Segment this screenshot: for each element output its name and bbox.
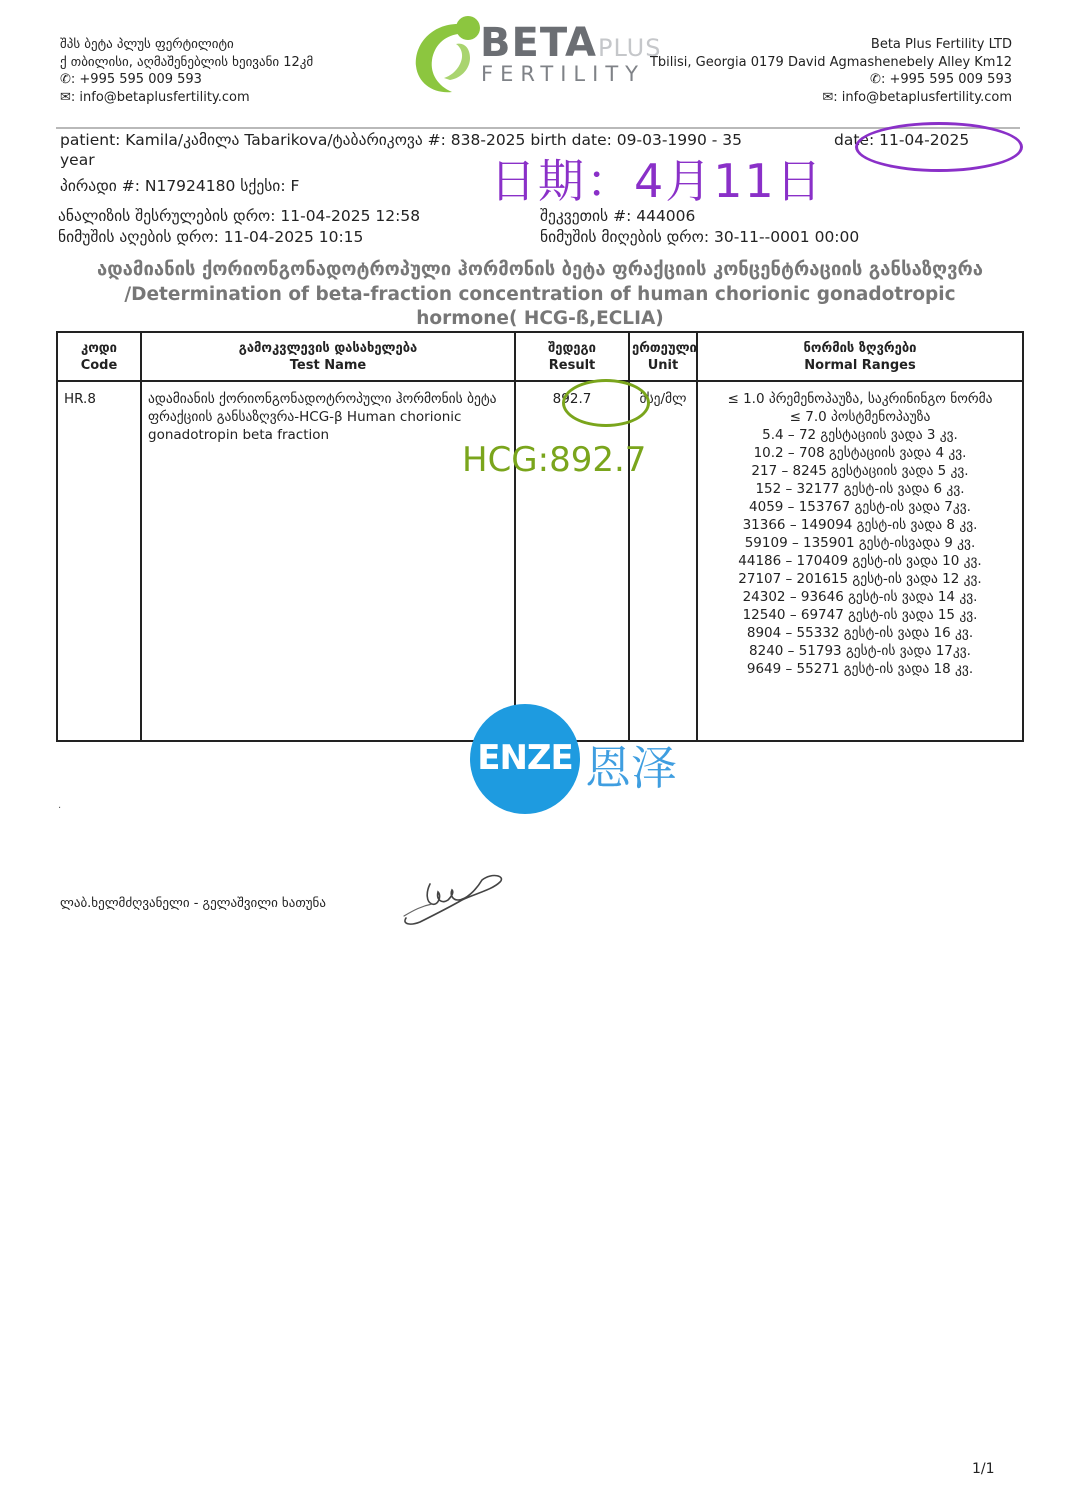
- logo-text-beta: BETA: [480, 20, 597, 66]
- norm-range-line: 44186 – 170409 გესტ-ის ვადა 10 კვ.: [738, 553, 982, 569]
- clinic-info-ka: [60, 36, 313, 106]
- test-title-en-1: /Determination of beta-fraction concentration of human chorionic gonadotropic: [124, 284, 956, 305]
- clinic-email-ka: ✉: info@betaplusfertility.com: [60, 89, 250, 105]
- table-header-row: [57, 332, 1023, 381]
- norm-range-line: 24302 – 93646 გესტ-ის ვადა 14 კვ.: [742, 589, 978, 605]
- patient-line: patient: Kamila/კამილა Tabarikova/ტაბარიკოვა #: 838-2025 birth date: 09-03-1990 - 35: [60, 131, 743, 149]
- col-header-code: კოდი Code: [57, 332, 141, 381]
- col-header-normal-ranges: ნორმის ზღვრები Normal Ranges: [697, 332, 1023, 381]
- table-row: [57, 381, 1023, 741]
- stray-dot: .: [58, 800, 62, 811]
- sample-received-time: ნიმუშის მიღების დრო: 30-11--0001 00:00: [540, 228, 860, 246]
- norm-range-line: 8240 – 51793 გესტ-ის ვადა 17კვ.: [749, 643, 971, 659]
- date-annotation-cn: 日期：4月11日: [490, 154, 824, 208]
- header-divider: [56, 127, 1020, 129]
- sample-taken-time: ნიმუშის აღების დრო: 11-04-2025 10:15: [58, 228, 364, 246]
- logo-text-plus: PLUS: [598, 34, 662, 62]
- clinic-phone-ka: ✆: +995 595 009 593: [60, 72, 202, 87]
- cell-code: HR.8: [57, 381, 141, 741]
- report-date: date: 11-04-2025: [834, 131, 970, 149]
- patient-age-unit: year: [60, 151, 95, 169]
- clinic-email-en: ✉: info@betaplusfertility.com: [822, 89, 1012, 105]
- col-header-result: შედეგი Result: [515, 332, 629, 381]
- cell-unit: მსე/მლ: [629, 381, 697, 741]
- cell-result: 892.7: [515, 381, 629, 741]
- norm-range-line: 8904 – 55332 გესტ-ის ვადა 16 კვ.: [746, 625, 974, 641]
- page-number: 1/1: [972, 1461, 995, 1477]
- patient-id-sex: პირადი #: N17924180 სქესი: F: [60, 177, 300, 195]
- watermark-text: ENZE: [477, 738, 573, 778]
- signature-icon: [396, 866, 516, 936]
- col-header-test-name: გამოკვლევის დასახელება Test Name: [141, 332, 515, 381]
- norm-range-line: 31366 – 149094 გესტ-ის ვადა 8 კვ.: [742, 517, 978, 533]
- test-title-ka: ადამიანის ქორიონგონადოტროპული ჰორმონის ბეტა ფრაქციის კონცენტრაციის განსაზღვრა: [97, 259, 983, 280]
- norm-range-line: 152 – 32177 გესტ-ის ვადა 6 კვ.: [755, 481, 965, 497]
- cell-test-name: ადამიანის ქორიონგონადოტროპული ჰორმონის ბეტა ფრაქციის განსაზღვრა-HCG-β Human chorionic gonadotropin beta fraction: [141, 381, 515, 741]
- lab-head-label: ლაბ.ხელმძღვანელი - გელაშვილი ხათუნა: [60, 896, 326, 911]
- watermark-text-cn: 恩泽: [585, 741, 677, 795]
- norm-range-line: ≤ 7.0 პოსტმენოპაუზა: [789, 409, 931, 425]
- norm-range-line: 10.2 – 708 გესტაციის ვადა 4 კვ.: [753, 445, 967, 461]
- norm-range-line: 4059 – 153767 გესტ-ის ვადა 7კვ.: [749, 499, 971, 515]
- cell-normal-ranges: [697, 381, 1023, 741]
- results-table: [56, 331, 1024, 742]
- norm-range-line: 217 – 8245 გესტაციის ვადა 5 კვ.: [751, 463, 969, 479]
- clinic-address-en: Tbilisi, Georgia 0179 David Agmashenebely Alley Km12: [649, 54, 1012, 70]
- norm-range-line: ≤ 1.0 პრემენოპაუზა, საკრინინგო ნორმა: [727, 391, 993, 407]
- clinic-phone-en: ✆: +995 595 009 593: [870, 72, 1012, 87]
- norm-range-line: 5.4 – 72 გესტაციის ვადა 3 კვ.: [762, 427, 958, 443]
- date-highlight-circle: [855, 122, 1023, 172]
- order-number: შეკვეთის #: 444006: [540, 207, 696, 225]
- logo-text-fertility: FERTILITY: [481, 62, 645, 86]
- col-header-unit: ერთეული Unit: [629, 332, 697, 381]
- result-highlight-circle: [562, 379, 650, 427]
- norm-range-line: 27107 – 201615 გესტ-ის ვადა 12 კვ.: [738, 571, 982, 587]
- norm-range-line: 59109 – 135901 გესტ-ისვადა 9 კვ.: [744, 535, 976, 551]
- clinic-name-ka: შპს ბეტა პლუს ფერტილიტი: [60, 37, 234, 52]
- clinic-name-en: Beta Plus Fertility LTD: [870, 37, 1012, 52]
- clinic-info-en: [650, 36, 1012, 106]
- norm-range-line: 12540 – 69747 გესტ-ის ვადა 15 კვ.: [742, 607, 978, 623]
- test-title-en-2: hormone( HCG-ß,ECLIA): [416, 308, 664, 329]
- hcg-annotation: HCG:892.7: [462, 440, 647, 480]
- norm-range-line: 9649 – 55271 გესტ-ის ვადა 18 კვ.: [746, 661, 974, 677]
- analysis-time: ანალიზის შესრულების დრო: 11-04-2025 12:58: [58, 207, 421, 225]
- clinic-address-ka: ქ თბილისი, აღმაშენებლის ხეივანი 12კმ: [60, 54, 314, 70]
